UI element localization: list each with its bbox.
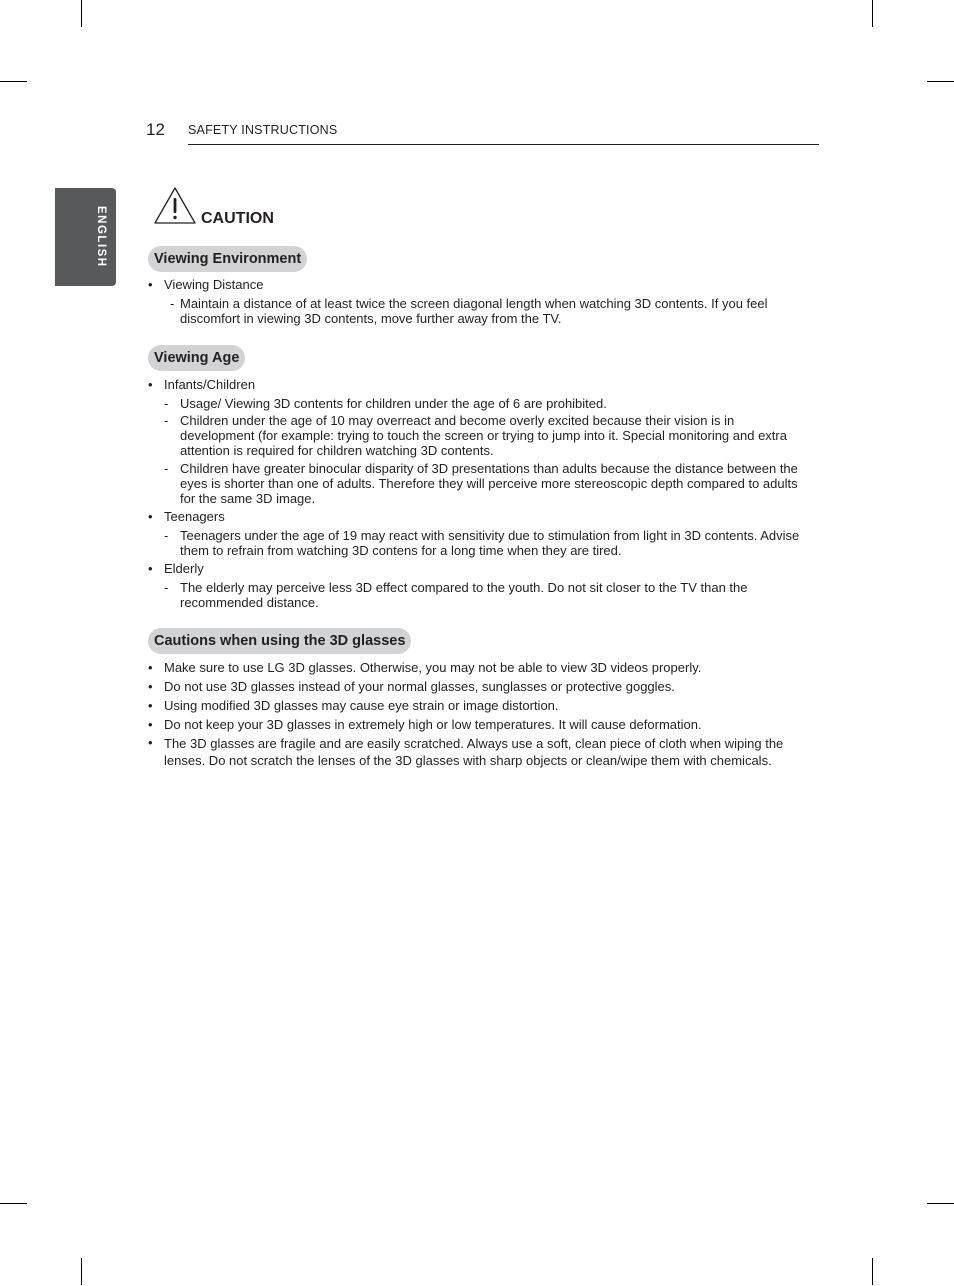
crop-mark — [927, 1203, 954, 1204]
bullet-marker: • — [148, 277, 153, 292]
bullet-marker: • — [148, 561, 153, 576]
list-item-text: Elderly — [164, 561, 204, 576]
list-item-text: Do not keep your 3D glasses in extremely high or low temperatures. It will cause deformation. — [164, 717, 702, 732]
sub-list-item-text: Usage/ Viewing 3D contents for children under the age of 6 are prohibited. — [180, 396, 607, 411]
language-label: ENGLISH — [95, 206, 107, 268]
sub-list-item-text: Teenagers under the age of 19 may react with sensitivity due to stimulation from light in 3D contents. Advise them to refrain from watching 3D contens for a long time when they are tired. — [180, 528, 800, 558]
crop-mark — [81, 0, 82, 27]
list-item-text: Using modified 3D glasses may cause eye strain or image distortion. — [164, 698, 559, 713]
list-item-text: Teenagers — [164, 509, 225, 524]
list-item-text: The 3D glasses are fragile and are easily scratched. Always use a soft, clean piece of cloth when wiping the lenses. Do not scratch the lenses of the 3D glasses with sharp objects or clean/wipe them with chemicals. — [164, 736, 784, 768]
header-divider — [188, 144, 819, 145]
list-item-text: Viewing Distance — [164, 277, 264, 292]
dash-marker: - — [164, 413, 169, 428]
bullet-marker: • — [148, 735, 153, 750]
page-number: 12 — [146, 120, 165, 139]
sub-list-item-text: Maintain a distance of at least twice the screen diagonal length when watching 3D contents. If you feel discomfort in viewing 3D contents, move further away from the TV. — [180, 296, 768, 326]
bullet-marker: • — [148, 679, 153, 694]
dash-marker: - — [164, 461, 169, 476]
crop-mark — [872, 1258, 873, 1285]
sub-list-item-text: Children have greater binocular disparity of 3D presentations than adults because the distance between the eyes is shorter than one of adults. Therefore they will perceive more stereoscopic depth compared to adults for the same 3D image. — [180, 461, 798, 506]
dash-marker: - — [164, 528, 169, 543]
sub-list-item-text: Children under the age of 10 may overreact and become overly excited because their vision is in development (for example: trying to touch the screen or trying to jump into it. Special monitoring and extra attention is required for children watching 3D contents. — [180, 413, 787, 458]
section-title-3d-glasses-cautions: Cautions when using the 3D glasses — [148, 628, 411, 654]
caution-label: CAUTION — [201, 210, 274, 227]
section-heading: SAFETY INSTRUCTIONS — [188, 123, 338, 137]
bullet-marker: • — [148, 660, 153, 675]
crop-mark — [872, 0, 873, 27]
crop-mark — [81, 1258, 82, 1285]
sub-list-item-text: The elderly may perceive less 3D effect compared to the youth. Do not sit closer to the TV than the recommended distance. — [180, 580, 748, 610]
crop-mark — [0, 81, 27, 82]
dash-marker: - — [164, 580, 169, 595]
bullet-marker: • — [148, 509, 153, 524]
crop-mark — [0, 1203, 27, 1204]
list-item-text: Do not use 3D glasses instead of your normal glasses, sunglasses or protective goggles. — [164, 679, 675, 694]
bullet-marker: • — [148, 377, 153, 392]
warning-triangle-icon — [153, 186, 197, 226]
language-tab — [55, 188, 116, 286]
section-title-viewing-age: Viewing Age — [148, 345, 245, 371]
bullet-marker: • — [148, 717, 153, 732]
dash-marker: - — [164, 396, 169, 411]
crop-mark — [927, 81, 954, 82]
section-title-viewing-environment: Viewing Environment — [148, 246, 307, 272]
list-item-text: Infants/Children — [164, 377, 256, 392]
page-header — [146, 120, 819, 145]
dash-marker: - — [170, 296, 175, 311]
bullet-marker: • — [148, 698, 153, 713]
list-item-text: Make sure to use LG 3D glasses. Otherwise, you may not be able to view 3D videos properly. — [164, 660, 702, 675]
